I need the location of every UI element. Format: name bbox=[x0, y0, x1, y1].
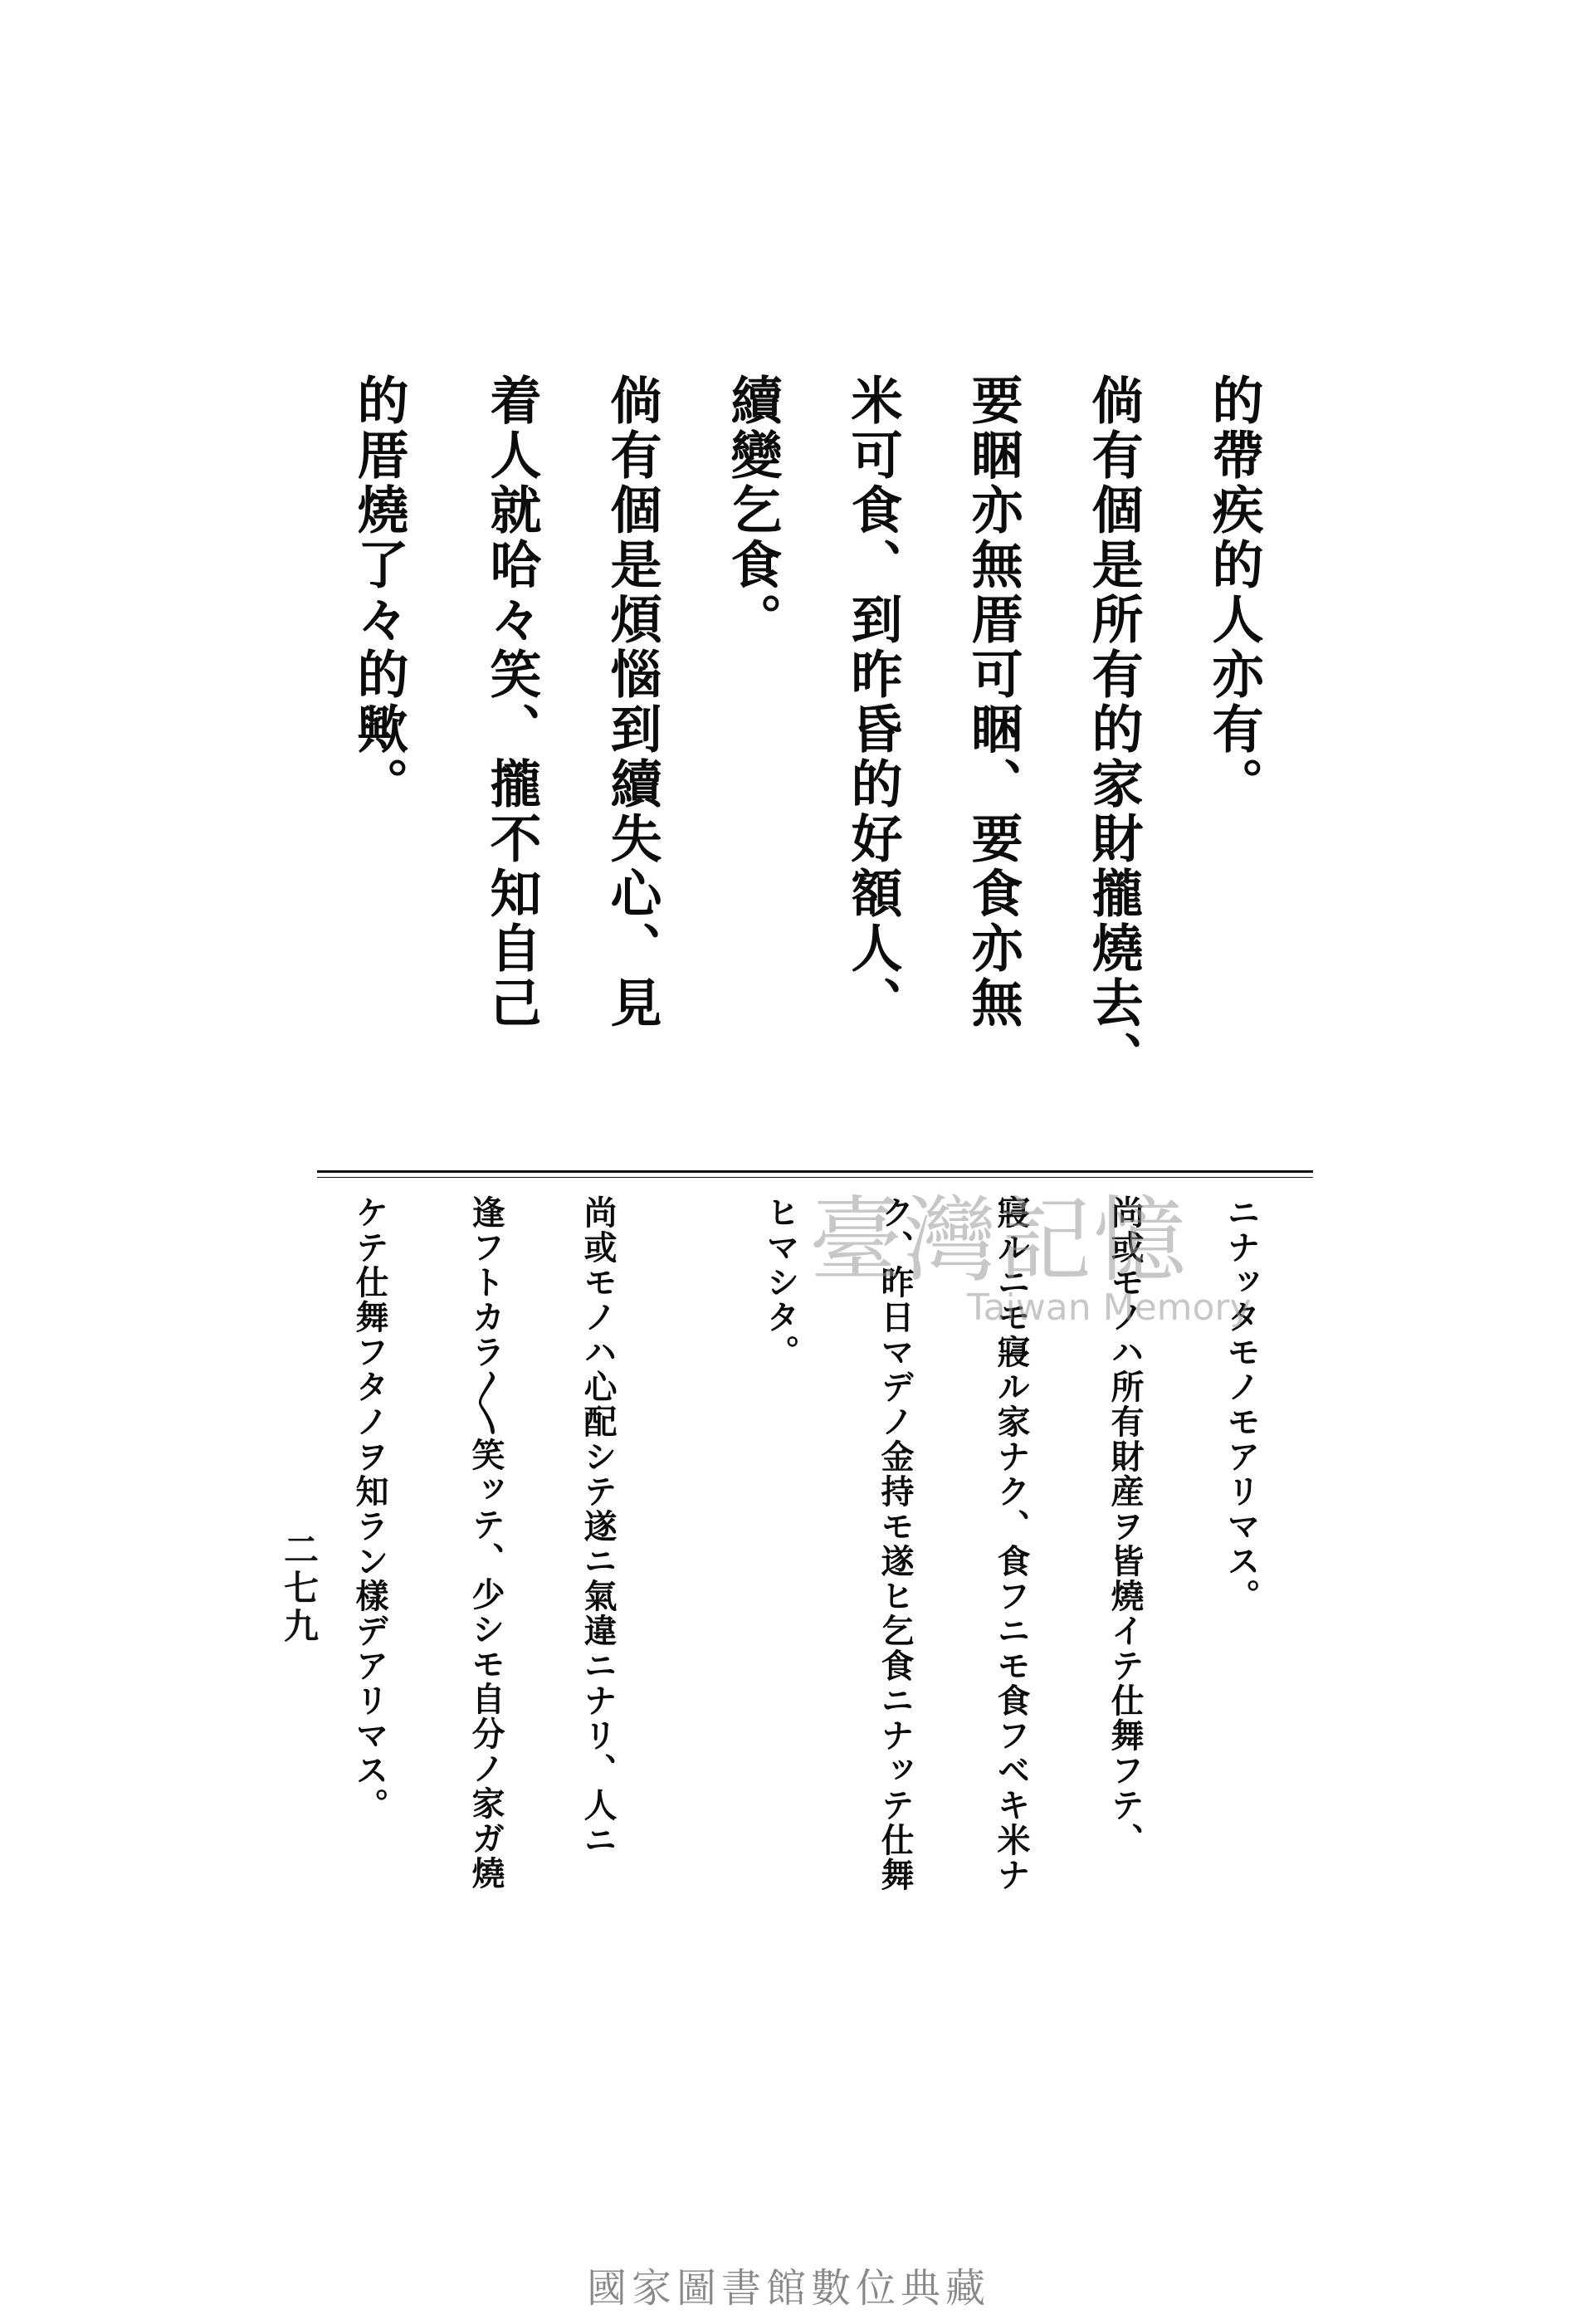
upper-column-5: 續變乞食。 bbox=[722, 374, 783, 647]
lower-column-4: ク、昨日マデノ金持モ遂ヒ乞食ニナッテ仕舞 bbox=[876, 1195, 915, 1892]
lower-column-5: ヒマシタ。 bbox=[761, 1195, 800, 1370]
lower-column-1: ニナッタモノモアリマス。 bbox=[1222, 1195, 1261, 1614]
upper-column-4: 米可食、到昨昏的好額人、 bbox=[842, 374, 903, 1031]
lower-column-7: 逢フトカラ〱笑ッテ、少シモ自分ノ家ガ燒 bbox=[466, 1195, 505, 1891]
watermark-logo bbox=[809, 1166, 1307, 1349]
watermark-title: 臺灣記憶 bbox=[809, 1187, 1188, 1295]
upper-column-6: 倘有個是煩惱到續失心、見 bbox=[602, 374, 662, 1031]
lower-column-2: 尚或モノハ所有財産ヲ皆燒イテ仕舞フテ、 bbox=[1106, 1195, 1145, 1858]
page-number: 二七九 bbox=[279, 1531, 320, 1646]
watermark-subtitle: Taiwan Memory bbox=[967, 1286, 1252, 1329]
lower-column-8: ケテ仕舞フタノヲ知ラン樣デアリマス。 bbox=[350, 1195, 389, 1823]
upper-column-2: 倘有個是所有的家財攏燒去、 bbox=[1083, 374, 1144, 1086]
upper-column-8: 的厝燒了々的歟。 bbox=[349, 374, 409, 812]
lower-column-6: 尚或モノハ心配シテ遂ニ氣違ニナリ、人ニ bbox=[579, 1195, 618, 1858]
lower-column-3: 寢ルニモ寢ル家ナク、食フニモ食フベキ米ナ bbox=[992, 1195, 1031, 1892]
upper-column-1: 的帶疾的人亦有。 bbox=[1204, 374, 1264, 812]
footer-credit: 國家圖書館數位典藏 bbox=[586, 2265, 990, 2312]
upper-column-7: 着人就哈々笑、攏不知自己 bbox=[481, 374, 542, 1031]
upper-column-3: 要睏亦無厝可睏、要食亦無 bbox=[963, 374, 1023, 1031]
